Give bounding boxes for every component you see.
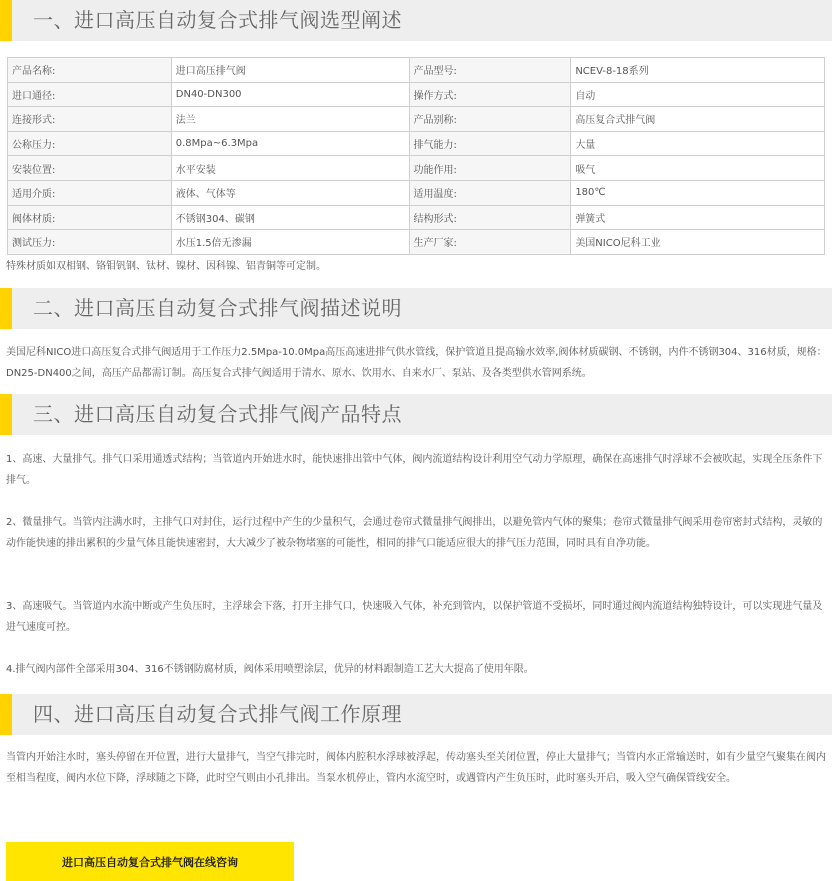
- section-accent-bar: [0, 288, 12, 329]
- section-header-principle: [0, 694, 832, 735]
- principle-paragraph: 当管内开始注水时，塞头停留在开位置，进行大量排气，当空气排完时，阀体内腔积水浮球被浮起，传动塞头至关闭位置，停止大量排气；当管内水正常输送时，如有少量空气聚集在阀内至相当程度，阀内水位下降，浮球随之下降，此时空气则由小孔排出。当泵水机停止，管内水流空时，或遇管内产生负压时，此时塞头开启，吸入空气确保管线安全。: [6, 752, 826, 784]
- spec-value-cell: 进口高压排气阀: [171, 58, 409, 83]
- section-header-features: [0, 394, 832, 435]
- spec-label-cell: 产品名称:: [8, 58, 172, 83]
- spec-label-cell: 适用介质:: [8, 180, 172, 205]
- spec-value-cell: 不锈钢304、碳钢: [171, 205, 409, 230]
- spec-value-cell: 法兰: [171, 107, 409, 132]
- spec-value-cell: 0.8Mpa~6.3Mpa: [171, 131, 409, 156]
- spec-value-cell: 水压1.5倍无渗漏: [171, 230, 409, 255]
- spec-label-cell: 安装位置:: [8, 156, 172, 181]
- section-title: 一、进口高压自动复合式排气阀选型阐述: [33, 8, 402, 32]
- description-paragraph: 美国尼科NICO进口高压复合式排气阀适用于工作压力2.5Mpa-10.0Mpa高压高速进排气供水管线，保护管道且提高输水效率,阀体材质碳钢、不锈钢，内件不锈钢304、316材质，规格：DN25-DN400之间，高压产品都需订制。高压复合式排气阀适用于清水、原水、饮用水、自来水厂、泵站、及各类型供水管网系统。: [6, 347, 827, 379]
- section-title: 四、进口高压自动复合式排气阀工作原理: [33, 702, 402, 726]
- feature-paragraph-4: 4.排气阀内部件全部采用304、316不锈钢防腐材质，阀体采用喷塑涂层，优异的材料跟制造工艺大大提高了使用年限。: [6, 664, 534, 675]
- spec-label-cell: 产品型号:: [409, 58, 571, 83]
- spec-row: [8, 82, 825, 107]
- online-consult-button[interactable]: 进口高压自动复合式排气阀在线咨询: [6, 842, 294, 881]
- spec-label-cell: 适用温度:: [409, 180, 571, 205]
- spec-row: [8, 107, 825, 132]
- spec-label-cell: 阀体材质:: [8, 205, 172, 230]
- section-accent-bar: [0, 0, 12, 41]
- spec-label-cell: 产品别称:: [409, 107, 571, 132]
- spec-value-cell: 弹簧式: [571, 205, 825, 230]
- feature-paragraph-2: 2、微量排气。当管内注满水时，主排气口对封住，运行过程中产生的少量积气，会通过卷帘式微量排气阀排出，以避免管内气体的聚集；卷帘式微量排气阀采用卷帘密封式结构，灵敏的动作能快速的排出累积的少量气体且能快速密封，大大减少了被杂物堵塞的可能性，相同的排气口能适应很大的排气压力范围，同时具有自净功能。: [6, 517, 823, 549]
- feature-paragraph-1: 1、高速、大量排气。排气口采用通透式结构；当管道内开始进水时，能快速排出管中气体，阀内流道结构设计利用空气动力学原理，确保在高速排气时浮球不会被吹起，实现全压条件下排气。: [6, 454, 823, 486]
- spec-label-cell: 连接形式:: [8, 107, 172, 132]
- spec-value-cell: 高压复合式排气阀: [571, 107, 825, 132]
- spec-label-cell: 操作方式:: [409, 82, 571, 107]
- spec-value-cell: 大量: [571, 131, 825, 156]
- spec-label-cell: 测试压力:: [8, 230, 172, 255]
- section-title: 三、进口高压自动复合式排气阀产品特点: [33, 402, 402, 426]
- spec-value-cell: 美国NICO尼科工业: [571, 230, 825, 255]
- spec-value-cell: 180℃: [571, 180, 825, 205]
- feature-paragraph-3: 3、高速吸气。当管道内水流中断或产生负压时，主浮球会下落，打开主排气口，快速吸入气体，补充到管内，以保护管道不受损坏，同时通过阀内流道结构独特设计，可以实现进气量及进气速度可控。: [6, 601, 823, 633]
- spec-table: [7, 57, 825, 255]
- spec-row: [8, 58, 825, 83]
- spec-value-cell: 水平安装: [171, 156, 409, 181]
- spec-label-cell: 进口通径:: [8, 82, 172, 107]
- spec-label-cell: 排气能力:: [409, 131, 571, 156]
- spec-label-cell: 公称压力:: [8, 131, 172, 156]
- spec-row: [8, 205, 825, 230]
- spec-value-cell: 自动: [571, 82, 825, 107]
- section-title: 二、进口高压自动复合式排气阀描述说明: [33, 296, 402, 320]
- spec-row: [8, 230, 825, 255]
- spec-row: [8, 131, 825, 156]
- section-header-description: [0, 288, 832, 329]
- spec-row: [8, 156, 825, 181]
- spec-row: [8, 180, 825, 205]
- section-header-selection: [0, 0, 832, 41]
- spec-label-cell: 生产厂家:: [409, 230, 571, 255]
- spec-value-cell: 吸气: [571, 156, 825, 181]
- section-accent-bar: [0, 694, 12, 735]
- spec-label-cell: 结构形式:: [409, 205, 571, 230]
- spec-value-cell: NCEV-8-18系列: [571, 58, 825, 83]
- custom-material-note: 特殊材质如双相钢、铬钼钒钢、钛材、镍材、因科镍、铝青铜等可定制。: [6, 261, 326, 272]
- spec-value-cell: 液体、气体等: [171, 180, 409, 205]
- spec-label-cell: 功能作用:: [409, 156, 571, 181]
- spec-value-cell: DN40-DN300: [171, 82, 409, 107]
- section-accent-bar: [0, 394, 12, 435]
